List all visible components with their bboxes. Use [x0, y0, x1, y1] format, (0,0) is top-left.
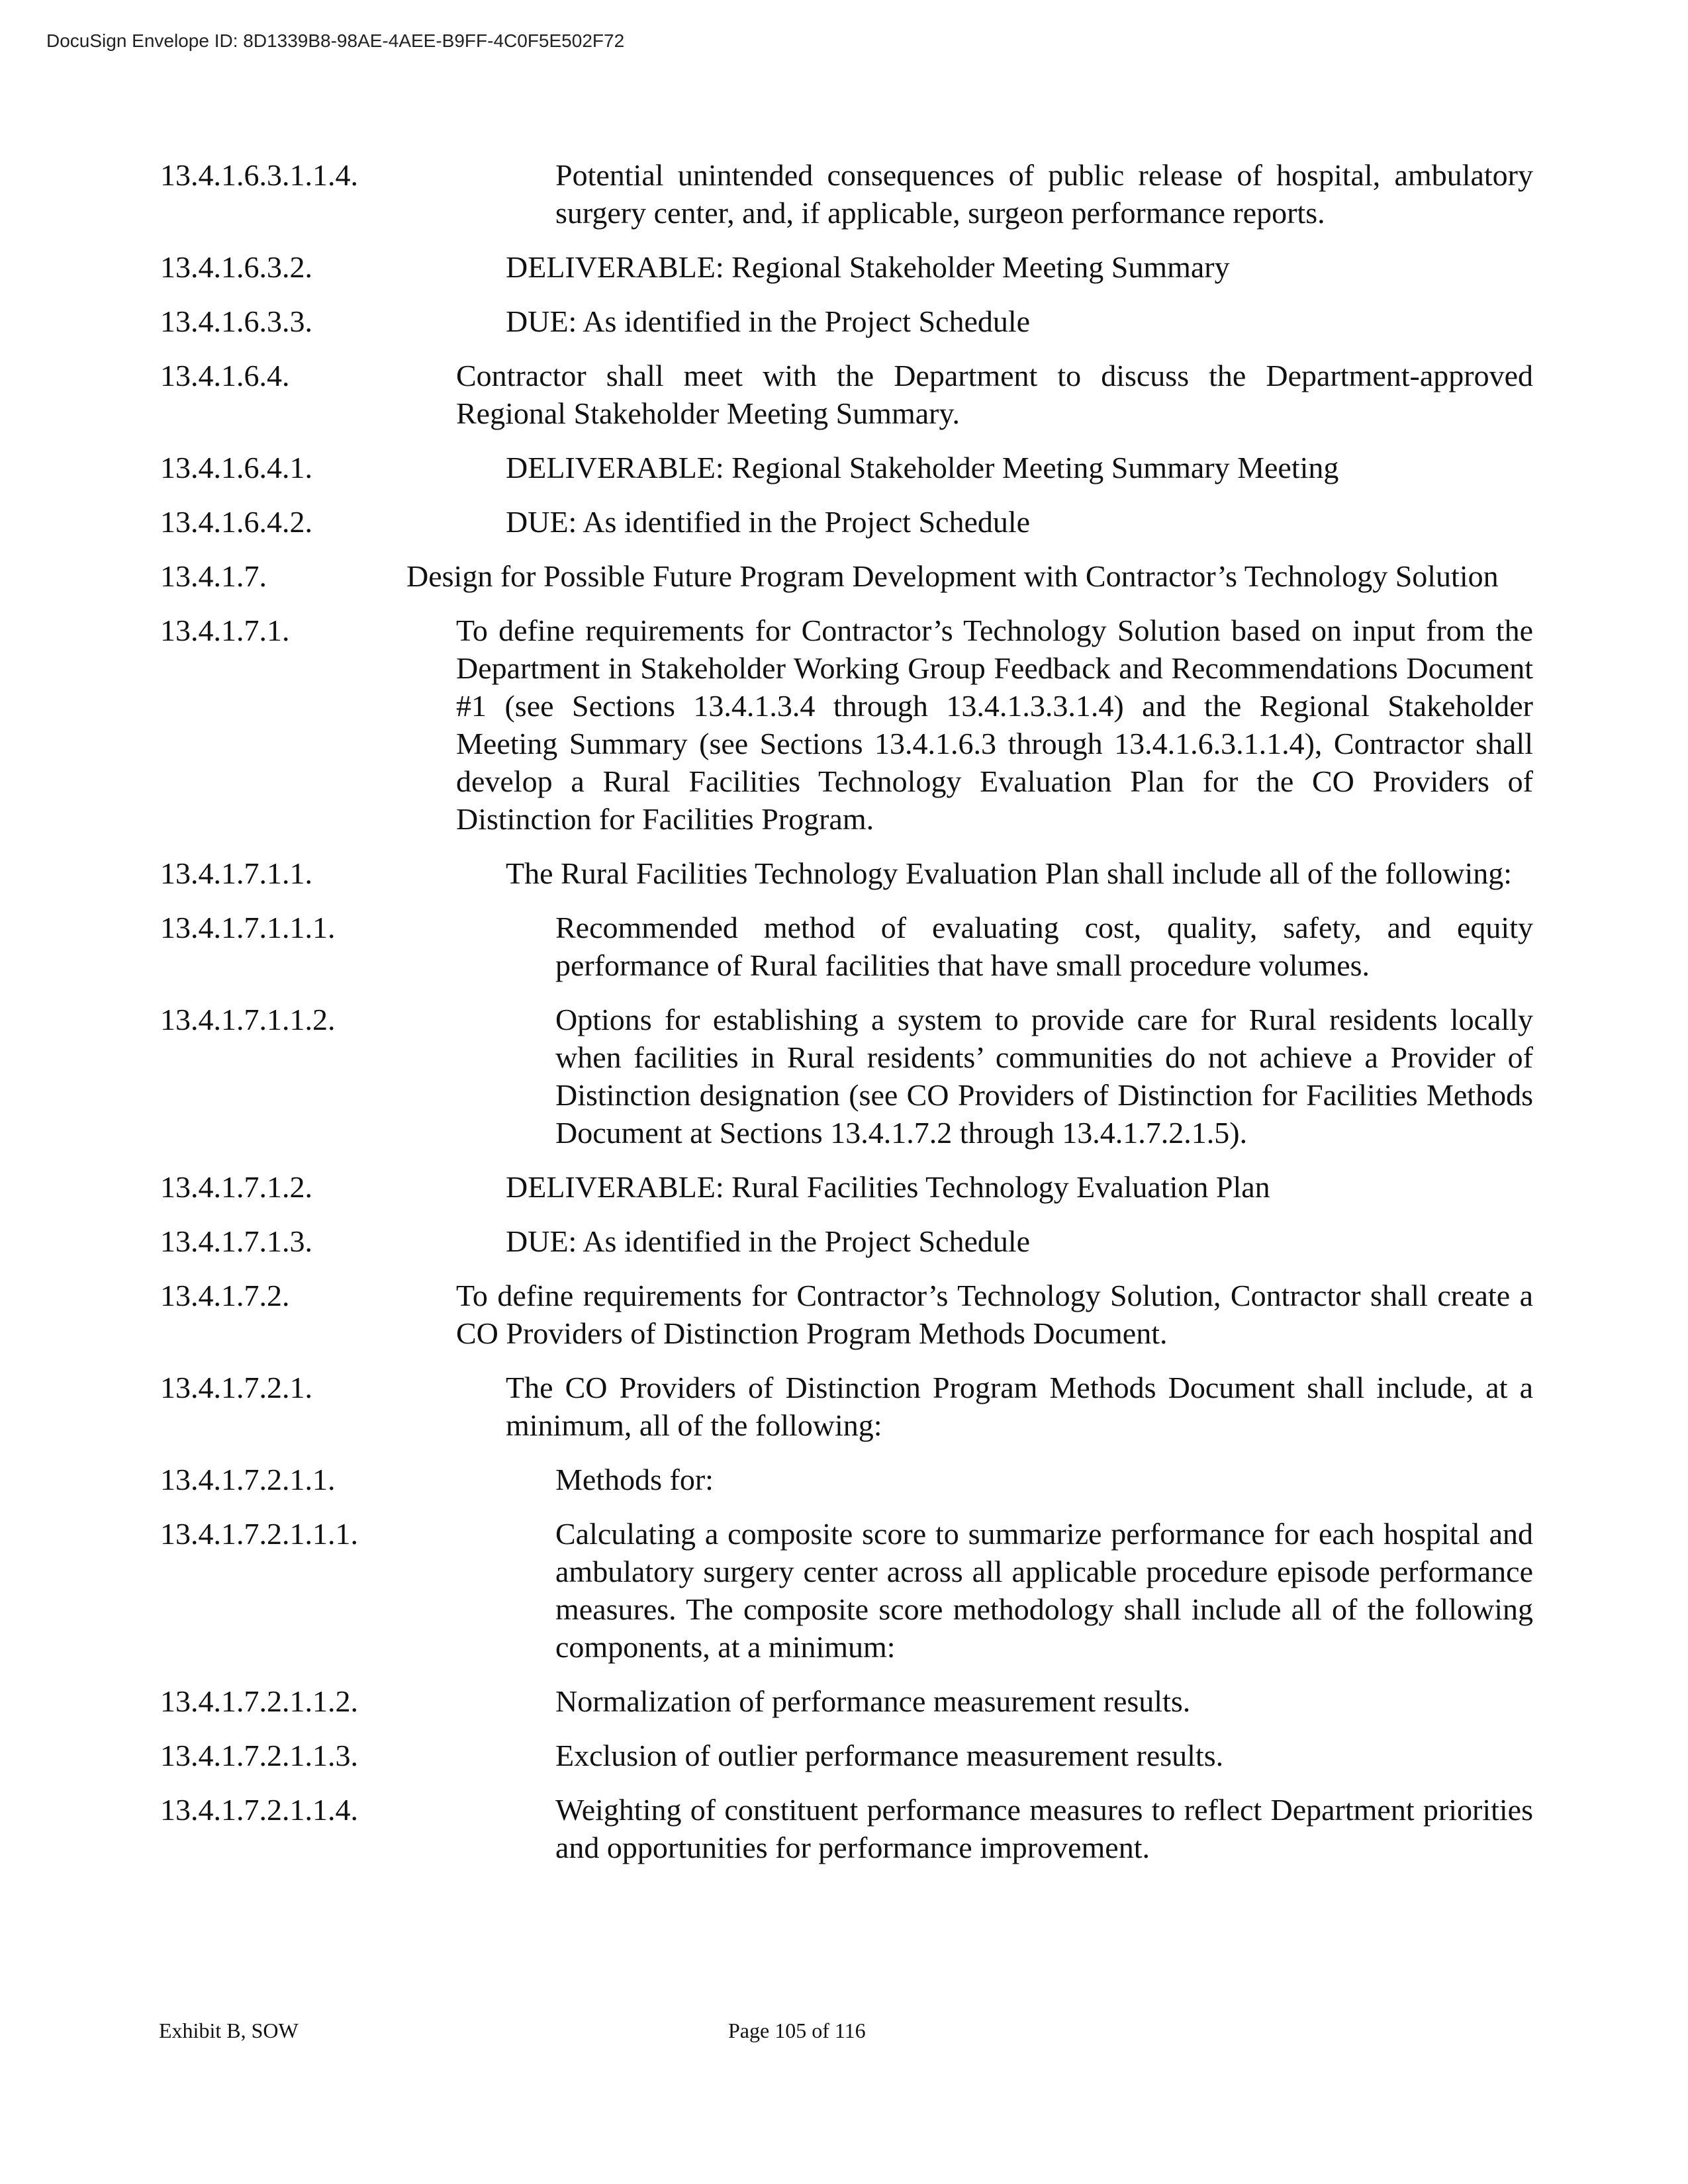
section-number: 13.4.1.6.4.1.	[160, 451, 312, 484]
section-number: 13.4.1.7.2.1.1.2.	[160, 1684, 358, 1718]
section-item	[160, 357, 1533, 432]
section-item	[160, 1369, 1533, 1444]
section-item	[160, 1682, 1533, 1720]
section-text: Options for establishing a system to provide care for Rural residents locally when facilities in Rural residents’ communities do not achieve a Provider of Distinction designation (see CO Providers of Distinction for Facilities Methods Document at Sections 13.4.1.7.2 through 13.4.1.7.2.1.5).	[555, 1003, 1533, 1150]
section-number: 13.4.1.6.3.1.1.4.	[160, 158, 358, 192]
section-item	[160, 1791, 1533, 1866]
section-number: 13.4.1.7.1.2.	[160, 1170, 312, 1204]
section-item	[160, 1461, 1533, 1498]
section-number: 13.4.1.6.3.2.	[160, 250, 312, 284]
section-text: Methods for:	[555, 1463, 714, 1496]
section-item	[160, 248, 1533, 286]
section-item	[160, 1222, 1533, 1260]
section-text: Potential unintended consequences of public release of hospital, ambulatory surgery center, and, if applicable, surgeon performance reports.	[555, 158, 1533, 230]
section-item	[160, 854, 1533, 892]
section-text: Contractor shall meet with the Department to discuss the Department-approved Regional Stakeholder Meeting Summary.	[456, 359, 1533, 430]
section-text: Calculating a composite score to summarize performance for each hospital and ambulatory surgery center across all applicable procedure episode performance measures. The composite score methodology shall include all of the following components, at a minimum:	[555, 1517, 1533, 1664]
footer-page-number: Page 105 of 116	[728, 2019, 866, 2042]
section-item	[160, 503, 1533, 541]
section-text: To define requirements for Contractor’s Technology Solution, Contractor shall create a CO Providers of Distinction Program Methods Document.	[456, 1279, 1533, 1350]
section-heading: Design for Possible Future Program Development with Contractor’s Technology Solution	[406, 559, 1499, 593]
section-text: DUE: As identified in the Project Schedule	[506, 304, 1031, 338]
section-number: 13.4.1.7.2.	[160, 1279, 290, 1312]
section-item	[160, 449, 1533, 486]
section-number: 13.4.1.7.1.	[160, 614, 290, 647]
footer-exhibit-label: Exhibit B, SOW	[159, 2019, 299, 2042]
section-item	[160, 1737, 1533, 1774]
section-item	[160, 557, 1533, 595]
section-item	[160, 1001, 1533, 1152]
section-number: 13.4.1.7.2.1.1.1.	[160, 1517, 358, 1551]
section-number: 13.4.1.7.2.1.1.4.	[160, 1793, 358, 1827]
section-item	[160, 612, 1533, 838]
section-text: DELIVERABLE: Regional Stakeholder Meeting Summary Meeting	[506, 451, 1339, 484]
section-number: 13.4.1.7.1.1.2.	[160, 1003, 336, 1036]
section-text: The Rural Facilities Technology Evaluation Plan shall include all of the following:	[506, 856, 1512, 890]
section-text: DELIVERABLE: Regional Stakeholder Meeting Summary	[506, 250, 1230, 284]
section-number: 13.4.1.7.	[160, 559, 267, 593]
section-number: 13.4.1.7.1.1.	[160, 856, 312, 890]
section-text: DUE: As identified in the Project Schedule	[506, 505, 1031, 539]
section-text: Recommended method of evaluating cost, quality, safety, and equity performance of Rural facilities that have small procedure volumes.	[555, 911, 1533, 982]
section-text: Weighting of constituent performance measures to reflect Department priorities and opportunities for performance improvement.	[555, 1793, 1533, 1864]
section-number: 13.4.1.7.1.3.	[160, 1224, 312, 1258]
section-item	[160, 156, 1533, 232]
section-number: 13.4.1.6.3.3.	[160, 304, 312, 338]
section-number: 13.4.1.7.2.1.	[160, 1371, 312, 1404]
section-number: 13.4.1.6.4.2.	[160, 505, 312, 539]
section-text: DELIVERABLE: Rural Facilities Technology Evaluation Plan	[506, 1170, 1270, 1204]
document-body	[160, 156, 1533, 1883]
section-text: Exclusion of outlier performance measurement results.	[555, 1739, 1224, 1772]
section-item	[160, 302, 1533, 340]
section-item	[160, 1277, 1533, 1352]
section-number: 13.4.1.7.1.1.1.	[160, 911, 336, 944]
section-item	[160, 909, 1533, 984]
section-number: 13.4.1.7.2.1.1.3.	[160, 1739, 358, 1772]
section-number: 13.4.1.7.2.1.1.	[160, 1463, 336, 1496]
section-item	[160, 1168, 1533, 1206]
section-text: DUE: As identified in the Project Schedule	[506, 1224, 1031, 1258]
section-item	[160, 1515, 1533, 1666]
docusign-envelope-id: DocuSign Envelope ID: 8D1339B8-98AE-4AEE-B9FF-4C0F5E502F72	[46, 30, 625, 51]
section-text: Normalization of performance measurement results.	[555, 1684, 1191, 1718]
section-text: To define requirements for Contractor’s Technology Solution based on input from the Department in Stakeholder Working Group Feedback and Recommendations Document #1 (see Sections 13.4.1.3.4 through 13.4.1.3.3.1.4) and the Regional Stakeholder Meeting Summary (see Sections 13.4.1.6.3 through 13.4.1.6.3.1.1.4), Contractor shall develop a Rural Facilities Technology Evaluation Plan for the CO Providers of Distinction for Facilities Program.	[456, 614, 1533, 836]
section-number: 13.4.1.6.4.	[160, 359, 290, 392]
section-text: The CO Providers of Distinction Program Methods Document shall include, at a minimum, all of the following:	[506, 1371, 1533, 1442]
